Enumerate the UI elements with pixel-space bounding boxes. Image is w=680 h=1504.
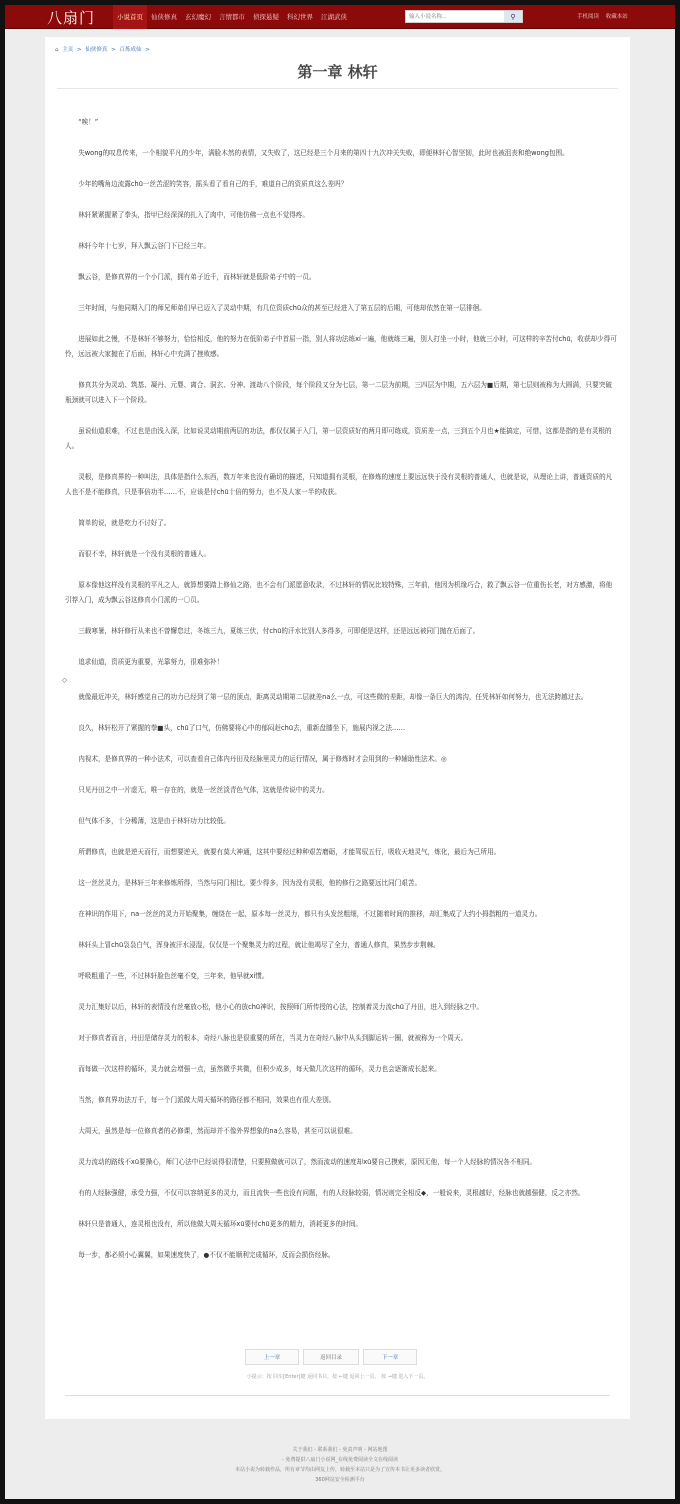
paragraph: 三载寒暑，林轩修行从来也不曾懈怠过，冬练三九，夏练三伏，付chū的汗水比别人多得多，可即便是这样，还是远远被同门抛在后面了。 xyxy=(78,627,480,635)
breadcrumb-category[interactable]: 仙侠修真 xyxy=(85,47,108,53)
breadcrumb xyxy=(55,45,152,53)
nav-home[interactable]: 小说首页 xyxy=(113,5,147,29)
prev-chapter-button[interactable]: 上一章 xyxy=(245,1349,299,1365)
chapter-pager xyxy=(245,1349,417,1365)
page xyxy=(5,5,675,1499)
paragraph: 而很不幸，林轩就是一个没有灵根的普通人。 xyxy=(78,550,211,558)
divider xyxy=(65,1395,610,1396)
paragraph: 对于修真者而言，丹田是储存灵力的根本，奇经八脉也是很重要的所在，当灵力在奇经八脉中从头到脚运转一圈，就被称为一个周天。 xyxy=(78,1034,468,1042)
paragraph: 虽说仙道艰难，不过也是由浅入深，比如说灵动期前两层的功法，都仅仅属于入门，第一层资质好的两月即可练成，资质差一点，三到五个月也★能搞定，可惜，这都是指的是有灵根的人。 xyxy=(65,427,612,450)
nav-detective[interactable]: 侦探悬疑 xyxy=(253,13,279,21)
paragraph: 内视术，是修真界的一种小法术，可以查看自己体内丹田及经脉里灵力的运行情况，属于修炼时才会用到的一种辅助性法术。◎ xyxy=(78,755,447,763)
bookmark-link[interactable]: 收藏本站 xyxy=(605,14,628,20)
paragraph: 原本像他这样没有灵根的平凡之人，就算想要踏上修仙之路，也不会有门派愿意收录，不过林轩的情况比较特殊，三年前，他因为机缘巧合，救了飘云谷一位重伤长老，对方感激，将他引荐入门，成为飘云谷这修真小门派的一〇员。 xyxy=(65,581,613,604)
paragraph: 修真共分为灵动、筑基、凝丹、元婴、离合、洞玄、分神、渡劫八个阶段，每个阶段又分为七层，第一二层为前期，三四层为中期，五六层为■后期，第七层则被称为大圆满，只要突破瓶颈就可以进入下一个阶段。 xyxy=(65,381,612,404)
keyboard-hint: 小提示：按 回车[Enter]键 返回书目，按 ←键 返回上一页， 按 →键 进入下一页。 xyxy=(246,1374,429,1380)
paragraph: 灵力汇集好以后，林轩的表情没有丝毫放◇松，他小心的放chū神识，按照师门所传授的心法，控制着灵力流chū了丹田，进入到经脉之中。 xyxy=(78,1003,484,1011)
paragraph: 追求仙道，资质更为重要，光靠努力，很难弥补！ xyxy=(78,658,224,666)
nav-urban[interactable]: 言情都市 xyxy=(219,13,245,21)
site-logo[interactable]: 八扇门 xyxy=(47,9,96,27)
paragraph: 良久，林轩松开了紧握的拳■头，chū了口气，仿佛要将心中的郁闷赶chū去，重新盘膝坐下，施展内视之法…… xyxy=(78,724,406,732)
paragraph: 只见丹田之中一片虚无，唯一存在的，就是一丝丝淡青色气体，这就是传说中的灵力。 xyxy=(78,786,329,794)
next-chapter-button[interactable]: 下一章 xyxy=(363,1349,417,1365)
paragraph: 三年时间，与他同期入门的师兄师弟们早已迈入了灵动中期，有几位资质chū众的甚至已经进入了第五层的后期，可他却依然在第一层徘徊。 xyxy=(78,304,486,312)
main-nav xyxy=(113,5,351,29)
breadcrumb-sep: > xyxy=(111,47,116,53)
paragraph: 进展如此之慢，不是林轩不够努力，恰恰相反，他的努力在低阶弟子中首屈一指，别人将功法练xí一遍，他就练三遍，别人打坐一小时，他就三小时，可这样的辛苦付chū，收获却少得可怜，远远被大家抛在了后面，林轩心中充满了挫败感。 xyxy=(65,335,617,358)
search-button[interactable] xyxy=(504,11,522,22)
security-badge[interactable]: 360网站安全检测平台 xyxy=(315,1477,365,1483)
paragraph: 每一步，都必须小心翼翼，如果速度快了，●不仅不能顺利完成循环，反而会损伤经脉。 xyxy=(78,1251,335,1259)
paragraph: 林轩紧紧握紧了拳头，指甲已经深深的扎入了肉中，可他仿佛一点也不觉得疼。 xyxy=(78,211,309,219)
paragraph: 所谓修真，也就是逆天而行，而想要逆天，就要有莫大神通，这其中要经过种种艰苦磨砺，才能驾驭五行，吸收天地灵气，炼化，最后为己所用。 xyxy=(78,848,501,856)
nav-wuxia[interactable]: 江湖武侠 xyxy=(321,13,347,21)
paragraph: “唉！” xyxy=(78,118,99,126)
divider xyxy=(57,88,618,89)
paragraph: 少年的嘴角边流露chū一丝苦涩的笑容，摇头看了看自己的手，难道自己的资质真这么差吗？ xyxy=(78,180,348,188)
chapter-panel xyxy=(45,37,630,1419)
paragraph: 灵力流动的路线不xū要操心，师门心法中已经说得很清楚，只要照做就可以了，然而流动的速度却xū要自己摸索，原因无他，每一个人经脉的情况各不相同。 xyxy=(78,1158,537,1166)
paragraph: 呼吸粗重了一些，不过林轩脸色丝毫不变，三年来，他早就xí惯。 xyxy=(78,972,269,980)
paragraph: 简单的说，就是吃力不讨好了。 xyxy=(78,519,171,527)
footer xyxy=(5,1445,675,1485)
paragraph: 失wong的叹息传来，一个相貌平凡的少年，满脸木然的表情，又失败了，这已经是三个月来的第四十九次冲关失败，即便林轩心智坚韧，此时也被沮丧和绝wong包围。 xyxy=(78,149,569,157)
paragraph: 林轩只是普通人，连灵根也没有，所以他做大周天循环xū要付chū更多的精力，消耗更多的时间。 xyxy=(78,1220,363,1228)
search-box xyxy=(405,10,523,23)
paragraph: 灵根，是修真界的一种叫法，具体是指什么东西，数万年来也没有确切的描述，只知道拥有灵根，在修炼的速度上要远远快于没有灵根的普通人，也就是说，从理论上讲，普通资质的凡人也不是不能修真，只是事倍功半……不，应该是付chū十倍的努力，也不及人家一半的收获。 xyxy=(65,473,613,496)
breadcrumb-sep: > xyxy=(77,47,82,53)
nav-xianxia[interactable]: 仙侠修真 xyxy=(151,13,177,21)
nav-xuanhuan[interactable]: 玄幻魔幻 xyxy=(185,13,211,21)
paragraph: 这一丝丝灵力，是林轩三年来修炼所得，当然与同门相比，要少得多，因为没有灵根，他的修行之路要远比同门艰苦。 xyxy=(78,879,422,887)
search-input[interactable] xyxy=(406,11,504,22)
paragraph: 大周天，虽然是每一位修真者的必修课，然而却并不像外界想象的na么容易，甚至可以说很难。 xyxy=(78,1127,357,1135)
chapter-title: 第一章 林轩 xyxy=(297,63,378,81)
paragraph: 在神识的作用下，na一丝丝的灵力开始聚集，缠绕在一起，原本每一丝灵力，都只有头发丝粗细，不过随着时间的推移，却汇集成了大约小拇指粗的一道灵力。 xyxy=(78,910,542,918)
mobile-read-link[interactable]: 手机阅读 xyxy=(577,14,600,20)
breadcrumb-sep: > xyxy=(145,47,150,53)
paragraph: 飘云谷，是修真界的一个小门派，拥有弟子近千，而林轩就是低阶弟子中的一员。 xyxy=(78,273,316,281)
paragraph: ◇ xyxy=(62,676,68,684)
paragraph: 就像最近冲关，林轩感觉自己的功力已经到了第一层的顶点，距离灵动期第二层就差na么一点，可这些微的差距，却像一条巨大的鸿沟，任凭林轩如何努力，也无法跨越过去。 xyxy=(78,693,588,701)
search-icon: ⚲ xyxy=(510,12,516,21)
home-icon: ⌂ xyxy=(55,47,59,53)
paragraph: 但气体不多，十分稀薄，这是由于林轩功力比较低。 xyxy=(78,817,230,825)
breadcrumb-home[interactable]: 主页 xyxy=(62,47,74,53)
paragraph: 林轩头上冒chū袅袅白气，浑身被汗水浸湿，仅仅是一个聚集灵力的过程，就让他竭尽了全力，普通人修真，果然步步荆棘。 xyxy=(78,941,440,949)
footer-links[interactable]: 关于我们 - 联系我们 - 免责声明 - 网站地图 xyxy=(292,1447,388,1453)
nav-scifi[interactable]: 科幻世界 xyxy=(287,13,313,21)
paragraph: 当然，修真界功法万千，每一个门派做大周天循环的路径都不相同，效果也有很大差别。 xyxy=(78,1096,336,1104)
paragraph: 而每做一次这样的循环，灵力就会增强一点，虽然微乎其微，但积少成多，每天做几次这样的循环，灵力也会逐渐成长起来。 xyxy=(78,1065,441,1073)
footer-tagline: - 免费提供八扇门小说网_在线免费阅读全文在线阅读 xyxy=(282,1457,398,1463)
paragraph: 林轩今年十七岁，拜入飘云谷门下已经三年。 xyxy=(78,242,211,250)
top-links xyxy=(577,5,633,29)
chapter-content xyxy=(62,115,617,1279)
paragraph: 有的人经脉强健，承受力强，不仅可以容纳更多的灵力，而且流快一些也没有问题，有的人经脉较弱，情况则完全相反◆，一般说来，灵根越好，经脉也就越强健，反之亦然。 xyxy=(78,1189,585,1197)
table-of-contents-button[interactable]: 返回目录 xyxy=(303,1349,359,1365)
breadcrumb-book[interactable]: 百炼成仙 xyxy=(119,47,142,53)
top-navbar xyxy=(5,5,675,29)
footer-disclaimer: 本站小说为转载作品，所有章节均由网友上传，转载至本站只是为了宣传本书让更多读者欣赏。 xyxy=(234,1467,445,1473)
